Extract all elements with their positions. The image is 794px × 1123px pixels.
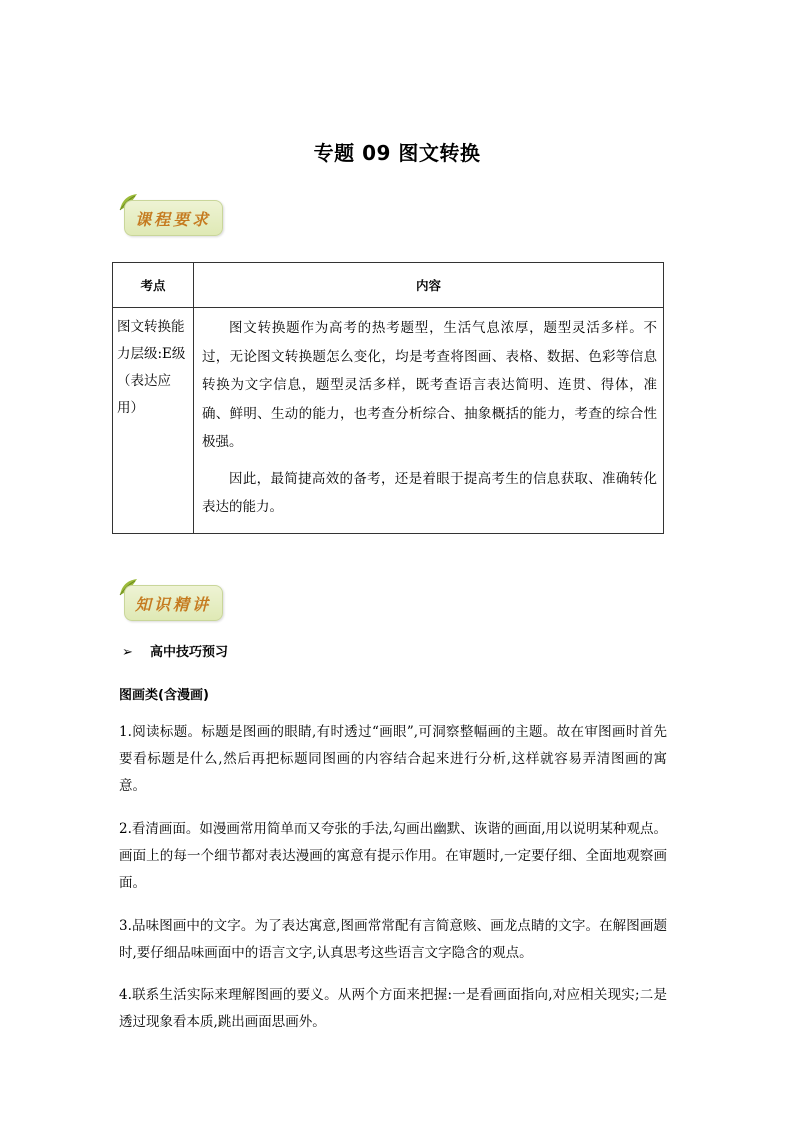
tip-paragraph: 1.阅读标题。标题是图画的眼睛,有时透过“画眼”,可洞察整幅画的主题。故在审图画时首先要看标题是什么,然后再把标题同图画的内容结合起来进行分析,这样就容易弄清图画的寓意。 [119, 724, 667, 794]
content-cell [194, 308, 664, 534]
badge-label: 知识精讲 [135, 594, 212, 614]
arrow-bullet-icon: ➢ [122, 645, 133, 660]
header-content: 内容 [194, 263, 664, 308]
content-paragraph: 因此，最简捷高效的备考，还是着眼于提高考生的信息获取、准确转化表达的能力。 [202, 470, 657, 515]
tip-paragraph: 2.看清画面。如漫画常用简单而又夸张的手法,勾画出幽默、诙谐的画面,用以说明某种观点。画面上的每一个细节都对表达漫画的寓意有提示作用。在审题时,一定要仔细、全面地观察画面。 [119, 821, 667, 891]
sub-heading: 图画类(含漫画) [119, 688, 209, 703]
page-title: 专题 09 图文转换 [313, 141, 481, 165]
course-requirements-badge [124, 200, 223, 236]
table-header-row [113, 263, 664, 308]
point-cell: 图文转换能力层级:E级（表达应用） [113, 308, 194, 534]
section-heading [122, 641, 228, 660]
tip-paragraph: 4.联系生活实际来理解图画的要义。从两个方面来把握:一是看画面指向,对应相关现实;二是透过现象看本质,跳出画面思画外。 [119, 987, 667, 1030]
knowledge-badge [124, 585, 223, 621]
header-point: 考点 [113, 263, 194, 308]
badge-label: 课程要求 [135, 209, 212, 229]
section-heading-text: 高中技巧预习 [150, 645, 229, 660]
requirements-table [112, 262, 664, 534]
content-paragraph: 图文转换题作为高考的热考题型，生活气息浓厚，题型灵活多样。不过，无论图文转换题怎么变化，均是考查将图画、表格、数据、色彩等信息转换为文字信息，题型灵活多样，既考查语言表达简明、连贯、得体，准确、鲜明、生动的能力，也考查分析综合、抽象概括的能力，考查的综合性极强。 [202, 320, 657, 450]
tip-paragraph: 3.品味图画中的文字。为了表达寓意,图画常常配有言简意赅、画龙点睛的文字。在解图画题时,要仔细品味画面中的语言文字,认真思考这些语言文字隐含的观点。 [119, 918, 667, 961]
table-row [113, 308, 664, 534]
